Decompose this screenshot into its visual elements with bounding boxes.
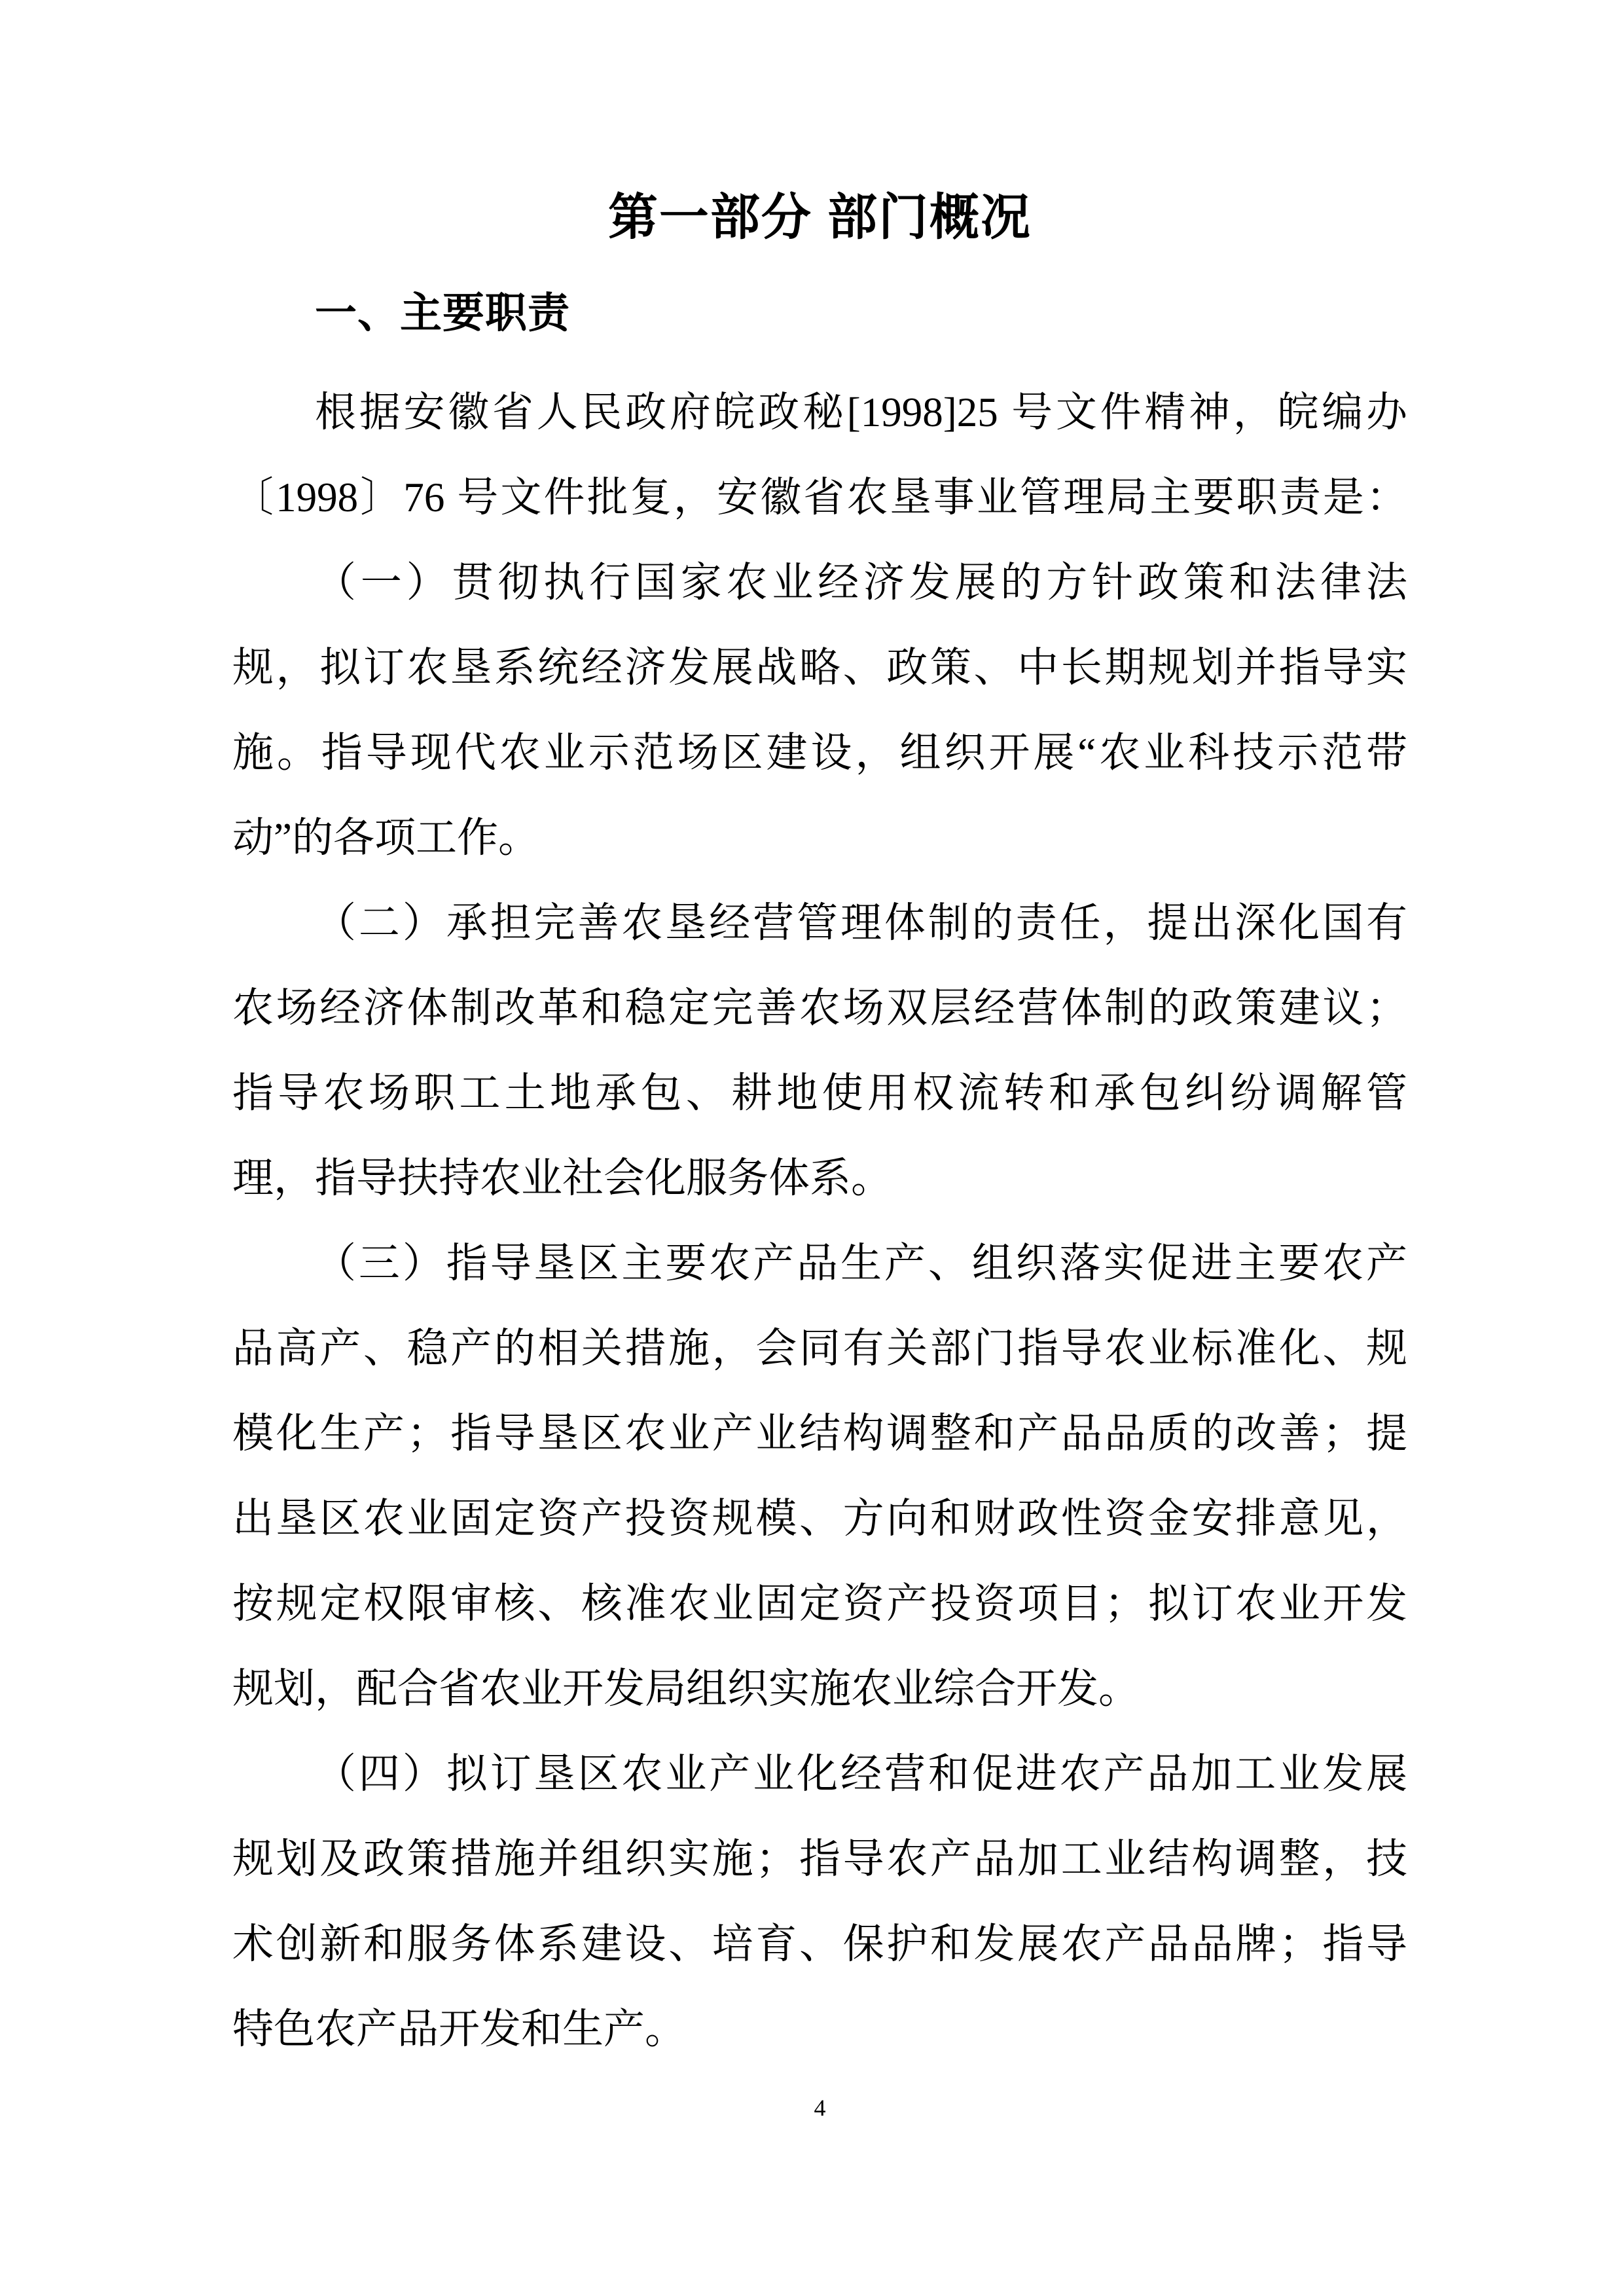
body-line: 理，指导扶持农业社会化服务体系。 [232,1155,892,1201]
body-line: 品高产、稳产的相关措施，会同有关部门指导农业标准化、规 [232,1326,1407,1371]
body-line: （四）拟订垦区农业产业化经营和促进农产品加工业发展 [315,1751,1407,1797]
body-line: 动”的各项工作。 [232,815,539,861]
body-line: 〔1998〕76 号文件批复，安徽省农垦事业管理局主要职责是： [232,475,1407,520]
body-line: 术创新和服务体系建设、培育、保护和发展农产品品牌；指导 [232,1921,1407,1967]
body-line: 规划及政策措施并组织实施；指导农产品加工业结构调整，技 [232,1836,1407,1882]
document-body [232,370,1407,2072]
body-line: 施。指导现代农业示范场区建设，组织开展“农业科技示范带 [232,730,1407,776]
body-line: 模化生产；指导垦区农业产业结构调整和产品品质的改善；提 [232,1411,1407,1456]
page-title: 第一部分 部门概况 [607,190,1032,245]
body-line: 规，拟订农垦系统经济发展战略、政策、中长期规划并指导实 [232,645,1407,691]
body-line: 特色农产品开发和生产。 [232,2006,686,2052]
body-line: 按规定权限审核、核准农业固定资产投资项目；拟订农业开发 [232,1581,1407,1627]
body-line: （三）指导垦区主要农产品生产、组织落实促进主要农产 [315,1240,1407,1286]
body-line: 指导农场职工土地承包、耕地使用权流转和承包纠纷调解管 [232,1070,1407,1116]
body-line: （一）贯彻执行国家农业经济发展的方针政策和法律法 [315,560,1407,605]
body-line: 规划，配合省农业开发局组织实施农业综合开发。 [232,1666,1140,1712]
body-line: 农场经济体制改革和稳定完善农场双层经营体制的政策建议； [232,985,1407,1031]
body-line: （二）承担完善农垦经营管理体制的责任，提出深化国有 [315,900,1407,946]
body-line: 出垦区农业固定资产投资规模、方向和财政性资金安排意见， [232,1496,1407,1542]
body-line: 根据安徽省人民政府皖政秘[1998]25 号文件精神，皖编办 [315,389,1407,435]
section-heading: 一、主要职责 [315,289,570,336]
page-number: 4 [814,2095,826,2121]
